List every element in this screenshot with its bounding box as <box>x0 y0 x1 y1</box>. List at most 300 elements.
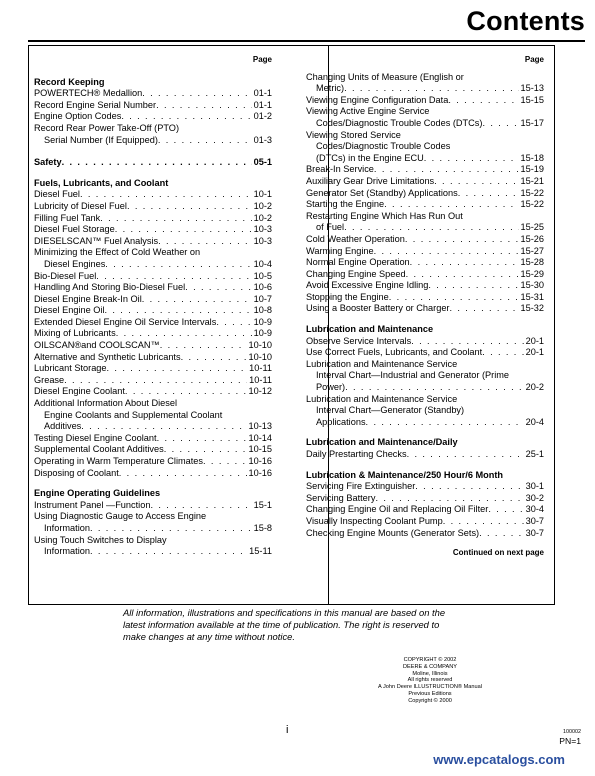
toc-entry-line[interactable]: Engine Coolants and Supplemental Coolant <box>44 409 223 420</box>
toc-entry-title: Auxiliary Gear Drive Limitations <box>306 175 435 186</box>
copyright-block <box>330 657 530 705</box>
dot-leader <box>158 135 252 147</box>
toc-entry[interactable] <box>306 246 544 258</box>
toc-entry-title: Bio-Diesel Fuel <box>34 270 97 281</box>
toc-entry[interactable] <box>34 386 272 398</box>
dot-leader <box>203 456 246 468</box>
page-title: Contents <box>466 6 585 36</box>
dot-leader <box>374 246 519 258</box>
toc-entry[interactable] <box>34 224 272 236</box>
dot-leader <box>100 213 251 225</box>
toc-entry-title: Visually Inspecting Coolant Pump <box>306 515 443 526</box>
toc-entry[interactable] <box>34 294 272 306</box>
dot-leader <box>344 222 518 234</box>
dot-leader <box>116 328 252 340</box>
toc-entry-title: Daily Prestarting Checks <box>306 449 407 459</box>
dot-leader <box>157 433 247 445</box>
toc-entry[interactable] <box>34 328 272 340</box>
toc-entry-page: 10-5 <box>253 270 272 281</box>
toc-entry-title: Mixing of Lubricants <box>34 328 116 339</box>
toc-entry-page: 15-25 <box>520 222 544 233</box>
dot-leader <box>443 516 524 528</box>
dot-leader <box>64 375 247 387</box>
toc-entry-page: 15-22 <box>520 187 544 198</box>
toc-entry-leader <box>34 363 272 375</box>
dot-leader <box>142 294 252 306</box>
toc-entry-title: DIESELSCAN™ Fuel Analysis <box>34 235 159 246</box>
toc-entry[interactable] <box>34 135 272 147</box>
toc-entry-page: 15-13 <box>520 83 544 94</box>
toc-entry[interactable] <box>306 493 544 505</box>
contents-box <box>28 45 555 605</box>
dot-leader <box>411 336 523 348</box>
toc-entry[interactable] <box>306 382 544 394</box>
toc-entry-leader <box>306 336 544 348</box>
toc-entry-page: 15-27 <box>520 245 544 256</box>
toc-entry-page: 20-2 <box>525 382 544 393</box>
toc-entry-leader <box>306 449 544 461</box>
toc-entry[interactable] <box>34 111 272 123</box>
toc-entry-leader <box>34 444 272 456</box>
toc-entry[interactable] <box>34 213 272 225</box>
toc-entry-page: 15-29 <box>520 268 544 279</box>
toc-entry-leader <box>34 305 272 317</box>
toc-entry-title: Observe Service Intervals <box>306 335 412 346</box>
toc-entry[interactable] <box>306 269 544 281</box>
toc-entry-title: Diesel Engine Break-In Oil <box>34 293 142 304</box>
toc-entry[interactable] <box>34 282 272 294</box>
toc-entry-line[interactable]: Using Diagnostic Gauge to Access Engine <box>34 511 207 522</box>
toc-entry-page: 25-1 <box>525 449 544 459</box>
toc-entry-line[interactable]: Viewing Stored Service <box>306 129 401 140</box>
toc-entry-leader <box>44 421 272 433</box>
dot-leader <box>119 468 247 480</box>
toc-entry-title: Engine Option Codes <box>34 111 122 122</box>
toc-entry-title: Stopping the Engine <box>306 291 389 302</box>
toc-entry-title: Information <box>44 546 90 557</box>
dot-leader <box>345 382 524 394</box>
toc-entry[interactable] <box>34 189 272 201</box>
toc-entry-leader <box>34 271 272 283</box>
toc-entry-title: Metric) <box>316 83 345 94</box>
toc-entry-line[interactable]: Interval Chart—Generator (Standby) <box>316 405 465 416</box>
right-column <box>306 54 544 559</box>
toc-entry-title: Normal Engine Operation <box>306 257 410 268</box>
toc-entry[interactable] <box>306 153 544 165</box>
toc-entry-page: 10-16 <box>248 456 272 466</box>
dot-leader <box>96 271 251 283</box>
toc-entry-leader <box>34 468 272 480</box>
toc-entry-leader <box>306 246 544 258</box>
toc-entry-leader <box>306 528 544 540</box>
toc-entry-page: 15-1 <box>253 499 272 510</box>
toc-entry-leader <box>34 375 272 387</box>
toc-entry[interactable] <box>34 363 272 375</box>
toc-entry-page: 10-11 <box>249 363 272 374</box>
toc-entry-title: Supplemental Coolant Additives <box>34 444 164 455</box>
dot-leader <box>482 347 523 359</box>
toc-entry[interactable] <box>34 259 272 271</box>
toc-entry-leader <box>306 280 544 292</box>
toc-entry-leader <box>316 153 544 165</box>
copyright-line: Copyright © 2000 <box>408 697 452 704</box>
toc-entry[interactable] <box>306 234 544 246</box>
toc-entry-leader <box>34 317 272 329</box>
toc-entry-page: 10-9 <box>253 328 272 339</box>
toc-entry[interactable] <box>34 88 272 100</box>
toc-entry[interactable] <box>34 317 272 329</box>
toc-entry-leader <box>44 135 272 147</box>
dot-leader <box>181 352 247 364</box>
dot-leader <box>164 444 247 456</box>
toc-entry-leader <box>34 340 272 352</box>
toc-entry-page: 10-9 <box>253 316 272 327</box>
toc-entry[interactable] <box>306 292 544 304</box>
dot-leader <box>160 340 247 352</box>
toc-entry-title: Alternative and Synthetic Lubricants <box>34 351 181 362</box>
toc-entry-page: 10-14 <box>248 432 272 443</box>
toc-entry[interactable] <box>34 546 272 558</box>
dot-leader <box>374 164 519 176</box>
copyright-line: DEERE & COMPANY <box>403 663 457 670</box>
toc-entry-title: Changing Engine Speed <box>306 268 406 279</box>
toc-entry-page: 20-1 <box>525 335 544 346</box>
toc-entry-line[interactable]: Viewing Active Engine Service <box>306 106 430 117</box>
toc-entry-title: Lubricant Storage <box>34 363 107 374</box>
toc-entry[interactable] <box>34 100 272 112</box>
toc-entry-leader <box>34 189 272 201</box>
toc-entry[interactable] <box>34 340 272 352</box>
toc-entry-leader <box>44 523 272 535</box>
toc-entry-page: 15-17 <box>520 117 544 128</box>
copyright-line: Previous Editions <box>408 690 452 697</box>
toc-entry-page: 20-1 <box>525 347 544 358</box>
dot-leader <box>158 236 252 248</box>
toc-entry[interactable] <box>34 375 272 387</box>
toc-entry-title: Avoid Excessive Engine Idling <box>306 280 429 291</box>
toc-entry-title: Power) <box>316 382 346 393</box>
toc-entry-title: Lubricity of Diesel Fuel <box>34 200 127 211</box>
dot-leader <box>450 303 519 315</box>
toc-entry-title: Additives <box>44 421 82 432</box>
toc-entry-title: Checking Engine Mounts (Generator Sets) <box>306 527 480 538</box>
toc-entry-leader <box>306 292 544 304</box>
dot-leader <box>482 118 518 130</box>
toc-entry-title: Using a Booster Battery or Charger <box>306 303 450 314</box>
toc-entry-title: Instrument Panel —Function <box>34 499 151 510</box>
toc-entry-title: Diesel Fuel <box>34 189 80 200</box>
toc-entry[interactable] <box>306 347 544 359</box>
toc-entry[interactable] <box>306 481 544 493</box>
toc-entry-leader <box>316 382 544 394</box>
toc-section-heading: Lubrication and Maintenance <box>306 324 434 335</box>
toc-entry[interactable] <box>306 222 544 234</box>
toc-entry-page: 15-28 <box>520 257 544 268</box>
toc-entry[interactable] <box>34 523 272 535</box>
toc-section-heading: Fuels, Lubricants, and Coolant <box>34 177 169 188</box>
toc-entry-page: 15-11 <box>249 546 272 557</box>
toc-entry-page: 15-15 <box>520 94 544 105</box>
toc-entry-page: 05-1 <box>253 157 272 168</box>
toc-entry-leader <box>306 199 544 211</box>
dot-leader <box>62 157 252 169</box>
dot-leader <box>121 111 251 123</box>
toc-entry-title: Serial Number (If Equipped) <box>44 134 158 145</box>
toc-entry-title: Warming Engine <box>306 245 374 256</box>
toc-entry-leader <box>306 516 544 528</box>
toc-entry-title: Filling Fuel Tank <box>34 212 101 223</box>
dot-leader <box>488 504 523 516</box>
toc-entry-line[interactable]: Using Touch Switches to Display <box>34 534 167 545</box>
toc-entry-title: Starting the Engine <box>306 199 385 210</box>
toc-entry-title: Grease <box>34 374 65 385</box>
toc-entry[interactable] <box>34 271 272 283</box>
toc-entry-leader <box>44 546 272 558</box>
toc-entry-line[interactable]: Lubrication and Maintenance Service <box>306 393 458 404</box>
toc-entry[interactable] <box>306 83 544 95</box>
dot-leader <box>142 88 251 100</box>
toc-entry[interactable] <box>306 449 544 461</box>
toc-entry-leader <box>34 224 272 236</box>
dot-leader <box>150 500 251 512</box>
dot-leader <box>424 153 519 165</box>
toc-entry-leader <box>306 164 544 176</box>
toc-entry[interactable] <box>306 164 544 176</box>
toc-entry-line[interactable]: Minimizing the Effect of Cold Weather on <box>34 247 201 258</box>
toc-entry-leader <box>34 111 272 123</box>
dot-leader <box>405 234 519 246</box>
title-rule <box>28 40 585 42</box>
left-column <box>34 54 272 558</box>
toc-entry-title: Extended Diesel Engine Oil Service Intervals <box>34 316 217 327</box>
dot-leader <box>406 269 519 281</box>
toc-entry-line[interactable]: Changing Units of Measure (English or <box>306 71 464 82</box>
copyright-line: COPYRIGHT © 2002 <box>403 657 457 663</box>
toc-entry-page: 15-8 <box>253 522 272 533</box>
toc-entry-title: Safety <box>34 157 62 168</box>
toc-entry-page: 10-4 <box>253 258 272 269</box>
toc-entry-page: 10-2 <box>253 200 272 211</box>
toc-entry-line[interactable]: Lubrication and Maintenance Service <box>306 358 458 369</box>
toc-section-heading: Record Keeping <box>34 76 105 87</box>
dot-leader <box>104 305 251 317</box>
toc-entry[interactable] <box>34 305 272 317</box>
toc-entry[interactable] <box>306 257 544 269</box>
toc-entry[interactable] <box>306 336 544 348</box>
toc-entry-title: Cold Weather Operation <box>306 233 405 244</box>
dot-leader <box>366 417 524 429</box>
dot-leader <box>410 257 519 269</box>
toc-entry[interactable] <box>34 468 272 480</box>
toc-entry-page: 01-2 <box>253 111 272 122</box>
toc-entry-title: Handling And Storing Bio-Diesel Fuel <box>34 282 186 293</box>
toc-entry[interactable] <box>306 95 544 107</box>
dot-leader <box>384 199 518 211</box>
toc-entry-leader <box>34 294 272 306</box>
disclaimer-text: All information, illustrations and specifications in this manual are based on the latest information available at the time of publication. The right is reserved to make changes at any time without notice. <box>123 607 446 642</box>
toc-entry-leader <box>34 352 272 364</box>
toc-entry-title: (DTCs) in the Engine ECU <box>316 152 424 163</box>
toc-entry-page: 30-2 <box>525 492 544 503</box>
toc-entry-page: 10-16 <box>248 467 272 478</box>
toc-entry[interactable] <box>34 421 272 433</box>
toc-entry[interactable] <box>34 500 272 512</box>
toc-entry-leader <box>34 328 272 340</box>
toc-entry-leader <box>306 303 544 315</box>
dot-leader <box>127 201 252 213</box>
toc-entry-leader <box>34 433 272 445</box>
toc-entry-title: Information <box>44 522 90 533</box>
toc-entry-page: 10-3 <box>253 235 272 246</box>
toc-entry[interactable] <box>306 528 544 540</box>
toc-entry-leader <box>316 83 544 95</box>
toc-entry-page: 15-19 <box>520 164 544 175</box>
toc-entry-line[interactable]: Restarting Engine Which Has Run Out <box>306 210 463 221</box>
toc-entry[interactable] <box>34 352 272 364</box>
toc-entry-leader <box>34 500 272 512</box>
toc-entry-page: 01-1 <box>253 99 272 110</box>
toc-entry-leader <box>34 213 272 225</box>
toc-entry-title: Generator Set (Standby) Applications <box>306 187 458 198</box>
toc-entry[interactable] <box>34 433 272 445</box>
continued-note: Continued on next page <box>452 548 544 558</box>
toc-entry-leader <box>306 269 544 281</box>
toc-entry-leader <box>34 456 272 468</box>
dot-leader <box>216 317 251 329</box>
toc-entry-title: Diesel Fuel Storage <box>34 224 115 235</box>
toc-entry-leader <box>306 176 544 188</box>
toc-entry-title: Servicing Battery <box>306 492 376 503</box>
dot-leader <box>479 528 523 540</box>
toc-entry[interactable] <box>306 280 544 292</box>
toc-entry-page: 10-12 <box>248 386 272 397</box>
watermark-link[interactable]: www.epcatalogs.com <box>433 752 565 767</box>
toc-entry-leader <box>34 157 272 169</box>
toc-entry-page: 15-21 <box>520 175 544 186</box>
toc-entry[interactable] <box>306 303 544 315</box>
toc-entry-line[interactable]: Record Rear Power Take-Off (PTO) <box>34 122 180 133</box>
toc-entry-leader <box>306 481 544 493</box>
toc-entry[interactable] <box>306 188 544 200</box>
dot-leader <box>407 449 524 461</box>
toc-entry-leader <box>34 282 272 294</box>
toc-entry-title: Disposing of Coolant <box>34 467 119 478</box>
toc-entry[interactable] <box>306 504 544 516</box>
toc-section-heading: Lubrication and Maintenance/Daily <box>306 437 458 448</box>
toc-entry[interactable] <box>34 236 272 248</box>
toc-entry[interactable] <box>306 417 544 429</box>
toc-entry-title: Viewing Engine Configuration Data <box>306 94 449 105</box>
dot-leader <box>156 100 252 112</box>
toc-entry-page: 15-18 <box>520 152 544 163</box>
toc-entry-title: Changing Engine Oil and Replacing Oil Filter <box>306 504 489 515</box>
toc-entry-title: Servicing Fire Extinguisher <box>306 481 416 492</box>
dot-leader <box>115 224 252 236</box>
dot-leader <box>415 481 523 493</box>
toc-entry-leader <box>306 234 544 246</box>
dot-leader <box>185 282 251 294</box>
dot-leader <box>81 421 246 433</box>
toc-entry-title: Record Engine Serial Number <box>34 99 157 110</box>
toc-entry-page: 10-1 <box>253 189 272 200</box>
toc-entry[interactable] <box>34 201 272 213</box>
toc-entry-line[interactable]: Interval Chart—Industrial and Generator (Prime <box>316 370 510 381</box>
copyright-line: All rights reserved <box>407 677 453 684</box>
toc-entry-title: Operating in Warm Temperature Climates <box>34 456 204 466</box>
toc-entry[interactable] <box>306 176 544 188</box>
toc-entry-page: 10-11 <box>249 374 272 385</box>
toc-entry-leader <box>34 201 272 213</box>
toc-entry-leader <box>306 493 544 505</box>
dot-leader <box>125 386 247 398</box>
toc-entry-page: 30-4 <box>525 504 544 515</box>
toc-entry[interactable] <box>34 456 272 468</box>
toc-entry-page: 10-10 <box>248 351 272 362</box>
toc-entry-leader <box>316 222 544 234</box>
toc-entry-page: 15-30 <box>520 280 544 291</box>
toc-entry-leader <box>316 417 544 429</box>
toc-entry[interactable] <box>306 516 544 528</box>
toc-entry-page: 10-3 <box>253 224 272 235</box>
toc-entry-page: 10-13 <box>248 421 272 432</box>
dot-leader <box>434 176 518 188</box>
toc-entry-page: 10-10 <box>248 340 272 351</box>
dot-leader <box>105 259 251 271</box>
toc-entry-leader <box>316 118 544 130</box>
dot-leader <box>80 189 252 201</box>
toc-entry-title: POWERTECH® Medallion <box>34 88 143 99</box>
toc-entry-page: 15-32 <box>520 303 544 314</box>
toc-entry-page: 15-22 <box>520 199 544 210</box>
toc-entry-page: 01-1 <box>253 88 272 99</box>
toc-entry-title: Use Correct Fuels, Lubricants, and Coolant <box>306 347 483 358</box>
toc-entry-leader <box>306 257 544 269</box>
page-column-header: Page <box>252 55 272 64</box>
toc-entry-title: Applications <box>316 416 366 427</box>
toc-entry-title: Testing Diesel Engine Coolant <box>34 432 157 443</box>
dot-leader <box>344 83 518 95</box>
toc-entry-title: Break-In Service <box>306 164 374 175</box>
toc-section-heading: Lubrication & Maintenance/250 Hour/6 Month <box>306 469 504 480</box>
toc-entry-page: 10-2 <box>253 212 272 223</box>
toc-entry[interactable] <box>306 199 544 211</box>
dot-leader <box>90 523 252 535</box>
toc-entry-title: Diesel Engine Coolant <box>34 386 125 397</box>
toc-entry-page: 10-8 <box>253 305 272 316</box>
toc-entry-page: 30-7 <box>525 515 544 526</box>
dot-leader <box>428 280 518 292</box>
toc-entry-page: 10-15 <box>248 444 272 455</box>
toc-entry-line[interactable]: Codes/Diagnostic Trouble Codes <box>316 141 451 152</box>
toc-entry[interactable] <box>34 157 272 169</box>
page-id: PN=1 <box>559 736 581 746</box>
page-number: i <box>286 724 289 736</box>
toc-entry[interactable] <box>306 118 544 130</box>
toc-entry-line[interactable]: Additional Information About Diesel <box>34 398 178 409</box>
toc-entry[interactable] <box>34 444 272 456</box>
toc-section-heading: Engine Operating Guidelines <box>34 488 161 499</box>
dot-leader <box>389 292 519 304</box>
copyright-line: Moline, Illinois <box>412 670 448 677</box>
toc-entry-leader <box>306 95 544 107</box>
toc-entry-page: 30-1 <box>525 481 544 492</box>
toc-entry-leader <box>306 188 544 200</box>
toc-entry-leader <box>34 236 272 248</box>
toc-entry-title: Codes/Diagnostic Trouble Codes (DTCs) <box>316 117 483 128</box>
document-code: 100002 <box>563 729 581 735</box>
toc-entry-page: 15-26 <box>520 233 544 244</box>
dot-leader <box>458 188 519 200</box>
